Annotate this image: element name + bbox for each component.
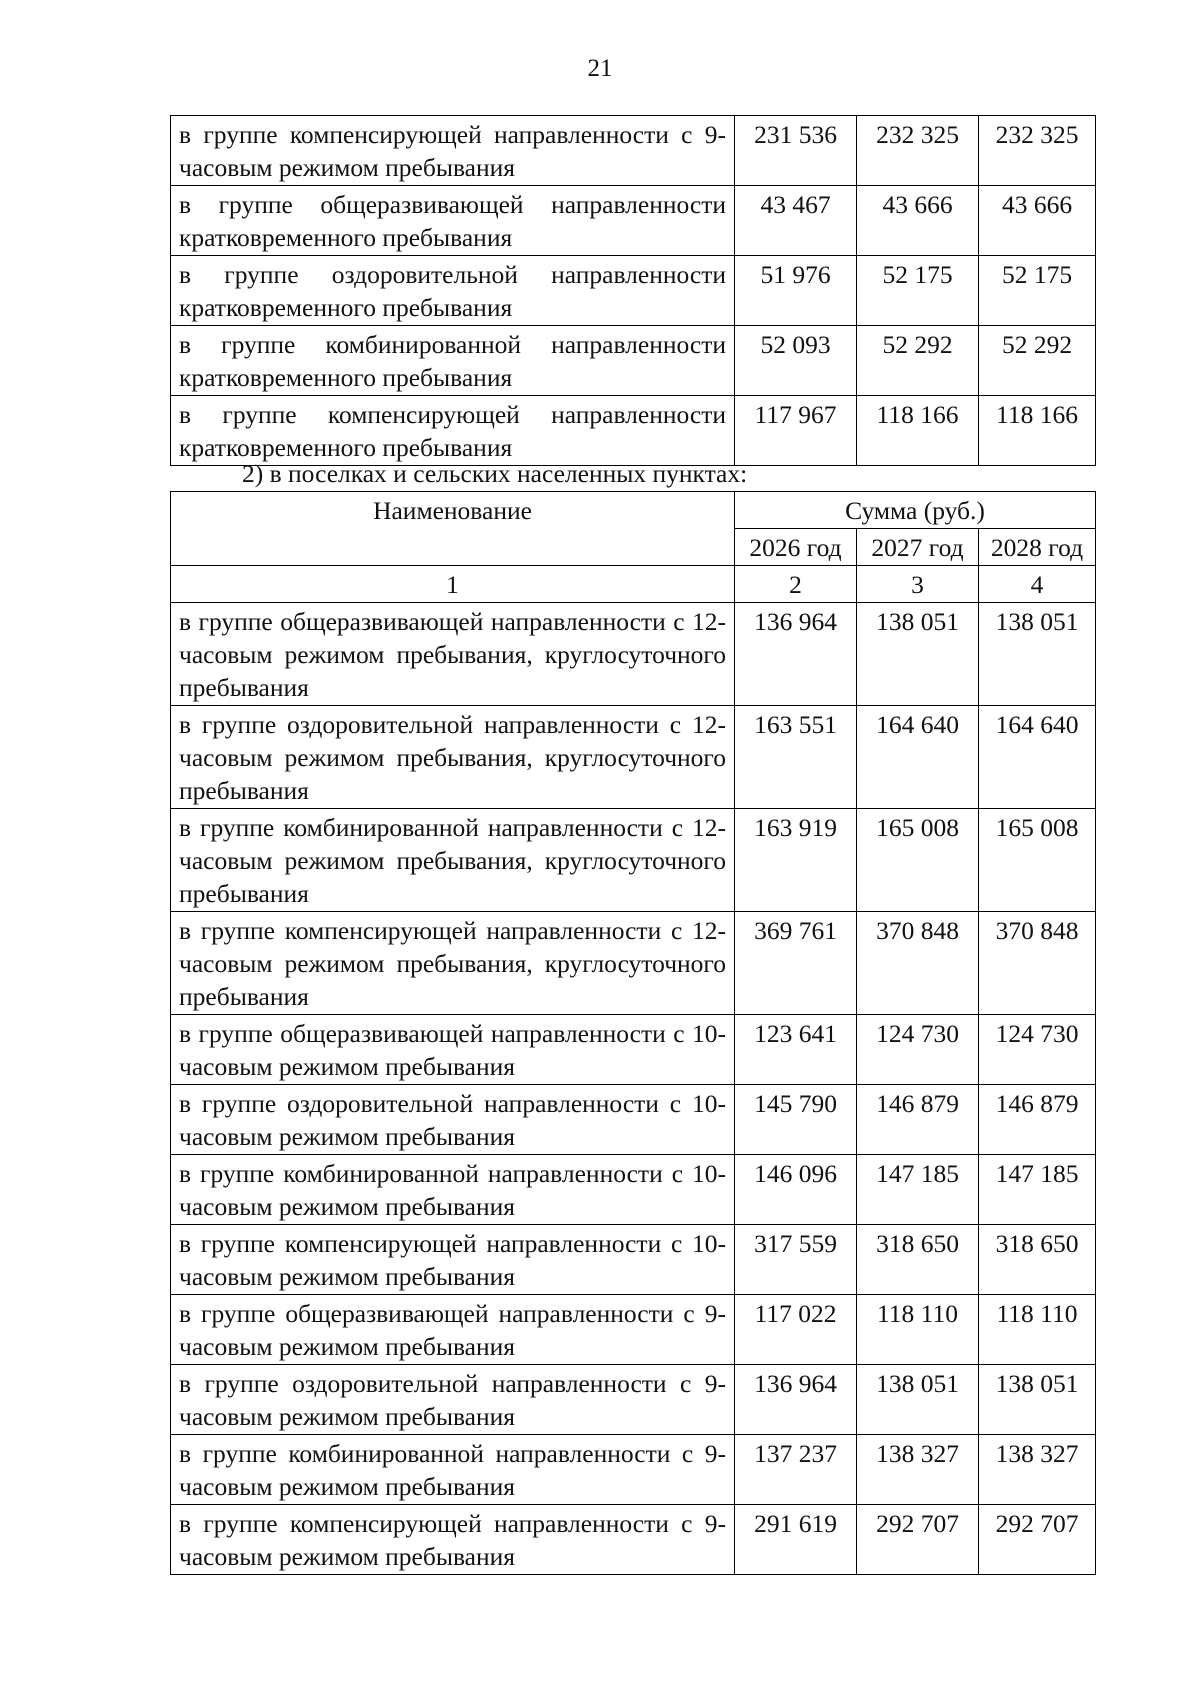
column-header-year-2026: 2026 год (735, 529, 857, 566)
value-2026: 52 093 (735, 326, 857, 396)
value-2028: 138 327 (979, 1435, 1096, 1505)
table-row (171, 1085, 1096, 1155)
cost-table-continued (170, 115, 1096, 466)
row-name: в группе общеразвивающей направленности с 12-часовым режимом пребывания, круглосуточного пребывания (171, 603, 735, 706)
value-2027: 165 008 (857, 809, 979, 912)
column-header-year-2027: 2027 год (857, 529, 979, 566)
value-2027: 124 730 (857, 1015, 979, 1085)
section-heading: 2) в поселках и сельских населенных пунктах: (242, 459, 748, 488)
row-name: в группе компенсирующей направленности кратковременного пребывания (171, 396, 735, 466)
value-2026: 231 536 (735, 116, 857, 186)
value-2026: 163 919 (735, 809, 857, 912)
column-number-2: 2 (735, 566, 857, 603)
value-2027: 232 325 (857, 116, 979, 186)
value-2027: 138 051 (857, 1365, 979, 1435)
cost-table-villages (170, 491, 1096, 1575)
table-row (171, 186, 1096, 256)
table-row (171, 1015, 1096, 1085)
value-2026: 145 790 (735, 1085, 857, 1155)
value-2026: 137 237 (735, 1435, 857, 1505)
row-name: в группе оздоровительной направленности с 12-часовым режимом пребывания, круглосуточного пребывания (171, 706, 735, 809)
value-2028: 118 166 (979, 396, 1096, 466)
row-name: в группе оздоровительной направленности кратковременного пребывания (171, 256, 735, 326)
value-2028: 232 325 (979, 116, 1096, 186)
row-name: в группе общеразвивающей направленности кратковременного пребывания (171, 186, 735, 256)
column-number-3: 3 (857, 566, 979, 603)
value-2028: 146 879 (979, 1085, 1096, 1155)
row-name: в группе оздоровительной направленности с 9-часовым режимом пребывания (171, 1365, 735, 1435)
table-row (171, 1505, 1096, 1575)
value-2028: 43 666 (979, 186, 1096, 256)
value-2027: 118 110 (857, 1295, 979, 1365)
value-2028: 164 640 (979, 706, 1096, 809)
row-name: в группе комбинированной направленности с 9-часовым режимом пребывания (171, 1435, 735, 1505)
table-row (171, 1435, 1096, 1505)
row-name: в группе комбинированной направленности с 10-часовым режимом пребывания (171, 1155, 735, 1225)
value-2026: 291 619 (735, 1505, 857, 1575)
table-row (171, 809, 1096, 912)
value-2028: 370 848 (979, 912, 1096, 1015)
value-2027: 52 292 (857, 326, 979, 396)
value-2026: 136 964 (735, 603, 857, 706)
row-name: в группе комбинированной направленности кратковременного пребывания (171, 326, 735, 396)
value-2028: 292 707 (979, 1505, 1096, 1575)
column-header-sum: Сумма (руб.) (735, 492, 1096, 529)
table-row (171, 116, 1096, 186)
row-name: в группе компенсирующей направленности с 9-часовым режимом пребывания (171, 1505, 735, 1575)
table-row (171, 396, 1096, 466)
table-row (171, 1295, 1096, 1365)
row-name: в группе компенсирующей направленности с 12-часовым режимом пребывания, круглосуточного пребывания (171, 912, 735, 1015)
value-2026: 163 551 (735, 706, 857, 809)
value-2027: 318 650 (857, 1225, 979, 1295)
value-2026: 117 022 (735, 1295, 857, 1365)
value-2027: 292 707 (857, 1505, 979, 1575)
table-row (171, 1225, 1096, 1295)
value-2026: 117 967 (735, 396, 857, 466)
value-2027: 370 848 (857, 912, 979, 1015)
value-2028: 138 051 (979, 603, 1096, 706)
header-row (171, 492, 1096, 529)
value-2028: 147 185 (979, 1155, 1096, 1225)
value-2028: 118 110 (979, 1295, 1096, 1365)
value-2026: 317 559 (735, 1225, 857, 1295)
table-row (171, 912, 1096, 1015)
row-name: в группе оздоровительной направленности с 10-часовым режимом пребывания (171, 1085, 735, 1155)
value-2026: 146 096 (735, 1155, 857, 1225)
value-2028: 52 292 (979, 326, 1096, 396)
column-number-1: 1 (171, 566, 735, 603)
column-header-year-2028: 2028 год (979, 529, 1096, 566)
value-2028: 52 175 (979, 256, 1096, 326)
value-2027: 138 051 (857, 603, 979, 706)
value-2027: 52 175 (857, 256, 979, 326)
value-2027: 146 879 (857, 1085, 979, 1155)
table-row (171, 1155, 1096, 1225)
row-name: в группе компенсирующей направленности с 9-часовым режимом пребывания (171, 116, 735, 186)
value-2027: 147 185 (857, 1155, 979, 1225)
value-2028: 318 650 (979, 1225, 1096, 1295)
value-2026: 43 467 (735, 186, 857, 256)
value-2027: 43 666 (857, 186, 979, 256)
value-2026: 123 641 (735, 1015, 857, 1085)
value-2027: 118 166 (857, 396, 979, 466)
value-2026: 369 761 (735, 912, 857, 1015)
value-2028: 124 730 (979, 1015, 1096, 1085)
table-row (171, 1365, 1096, 1435)
row-name: в группе комбинированной направленности с 12-часовым режимом пребывания, круглосуточного пребывания (171, 809, 735, 912)
page-number: 21 (587, 55, 613, 82)
table-row (171, 706, 1096, 809)
value-2028: 165 008 (979, 809, 1096, 912)
table-row (171, 256, 1096, 326)
column-header-name: Наименование (171, 492, 735, 566)
value-2027: 164 640 (857, 706, 979, 809)
value-2026: 51 976 (735, 256, 857, 326)
column-number-4: 4 (979, 566, 1096, 603)
value-2028: 138 051 (979, 1365, 1096, 1435)
column-number-row (171, 566, 1096, 603)
row-name: в группе общеразвивающей направленности с 9-часовым режимом пребывания (171, 1295, 735, 1365)
value-2027: 138 327 (857, 1435, 979, 1505)
row-name: в группе компенсирующей направленности с 10-часовым режимом пребывания (171, 1225, 735, 1295)
row-name: в группе общеразвивающей направленности с 10-часовым режимом пребывания (171, 1015, 735, 1085)
table-row (171, 603, 1096, 706)
value-2026: 136 964 (735, 1365, 857, 1435)
table-row (171, 326, 1096, 396)
